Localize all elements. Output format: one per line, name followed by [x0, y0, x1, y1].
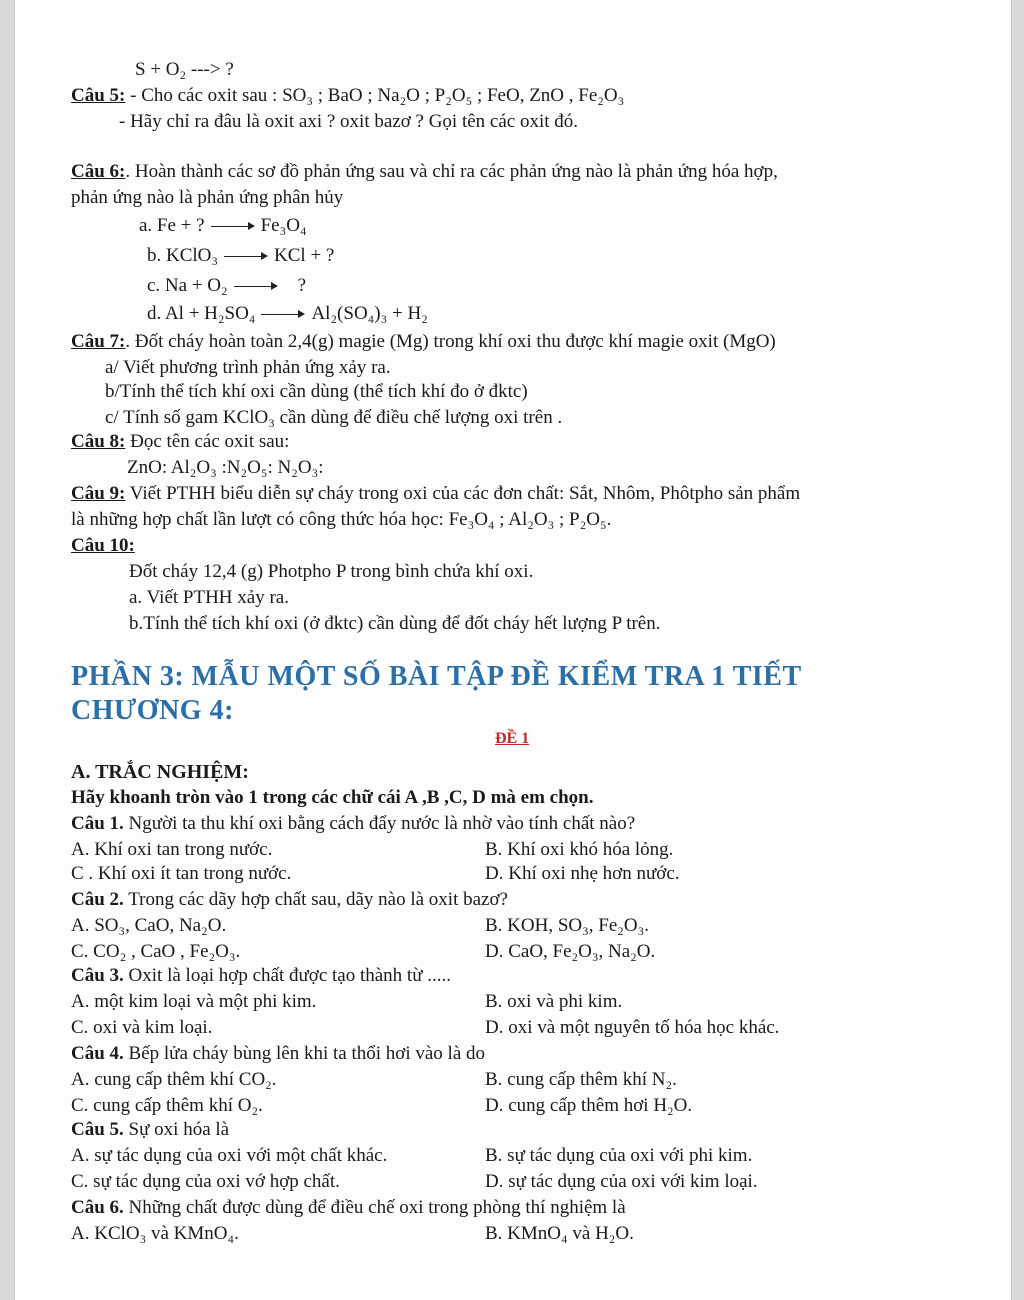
- arrow-icon: [211, 221, 255, 233]
- mc-question-text: Bếp lửa cháy bùng lên khi ta thổi hơi vào là do: [123, 1043, 486, 1064]
- question-8: [71, 430, 289, 454]
- reaction-b: [147, 244, 334, 268]
- question-10-line1: Đốt cháy 12,4 (g) Photpho P trong bình chứa khí oxi.: [129, 561, 534, 582]
- mc-question-2: [71, 888, 508, 912]
- question-6-label: Câu 6:: [71, 161, 126, 182]
- arrow-icon: [261, 309, 305, 321]
- arrow-icon: [234, 281, 278, 293]
- mc-question-number: Câu 3.: [71, 965, 124, 986]
- mc-question-number: Câu 2.: [71, 889, 124, 910]
- mc-1-option-a: A. Khí oxi tan trong nước.: [71, 839, 273, 860]
- question-6-text: . Hoàn thành các sơ đồ phản ứng sau và chỉ ra các phản ứng nào là phản ứng hóa hợp,: [125, 161, 778, 182]
- question-8-line2: ZnO: Al₂O₃ :N₂O₅: N₂O₃:: [127, 457, 324, 478]
- reaction-b-right: KCl + ?: [274, 245, 335, 266]
- mc-question-number: Câu 6.: [71, 1197, 124, 1218]
- mc-question-4: [71, 1042, 485, 1066]
- question-7-c: c/ Tính số gam KClO₃ cần dùng để điều chế lượng oxi trên .: [105, 407, 563, 428]
- reaction-c-left: c. Na + O₂: [147, 275, 228, 296]
- reaction-c-right: ?: [297, 275, 307, 296]
- mc-question-text: Sự oxi hóa là: [123, 1119, 230, 1140]
- mc-question-number: Câu 4.: [71, 1043, 124, 1064]
- reaction-d-right: Al₂(SO₄)₃ + H₂: [311, 303, 428, 324]
- question-8-label: Câu 8:: [71, 431, 126, 452]
- mc-4-option-c: C. cung cấp thêm khí O₂.: [71, 1095, 263, 1116]
- reaction-a-right: Fe₃O₄: [260, 215, 307, 236]
- mc-2-option-a: A. SO₃, CaO, Na₂O.: [71, 915, 227, 936]
- question-10-b: b.Tính thể tích khí oxi (ở đktc) cần dùng để đốt cháy hết lượng P trên.: [129, 613, 661, 634]
- mc-5-option-c: C. sự tác dụng của oxi vớ hợp chất.: [71, 1171, 340, 1192]
- mc-6-option-b: B. KMnO₄ và H₂O.: [485, 1223, 634, 1244]
- question-5-text: - Cho các oxit sau : SO₃ ; BaO ; Na₂O ; P₂O₅ ; FeO, ZnO , Fe₂O₃: [125, 85, 625, 106]
- mc-3-option-d: D. oxi và một nguyên tố hóa học khác.: [485, 1017, 780, 1038]
- mc-question-text: Những chất được dùng để điều chế oxi trong phòng thí nghiệm là: [123, 1197, 626, 1218]
- question-7-text: . Đốt cháy hoàn toàn 2,4(g) magie (Mg) trong khí oxi thu được khí magie oxit (MgO): [125, 331, 776, 352]
- question-7-label: Câu 7:: [71, 331, 126, 352]
- mc-4-option-a: A. cung cấp thêm khí CO₂.: [71, 1069, 277, 1090]
- question-10-a: a. Viết PTHH xảy ra.: [129, 587, 289, 608]
- reaction-a: [139, 214, 307, 238]
- top-equation: S + O₂ ---> ?: [135, 59, 234, 80]
- mc-1-option-d: D. Khí oxi nhẹ hơn nước.: [485, 863, 680, 884]
- question-9-text: Viết PTHH biểu diễn sự cháy trong oxi của các đơn chất: Sắt, Nhôm, Phôtpho sản phẩm: [125, 483, 801, 504]
- question-7-a: a/ Viết phương trình phản ứng xảy ra.: [105, 357, 391, 378]
- mc-1-option-b: B. Khí oxi khó hóa lỏng.: [485, 839, 674, 860]
- mc-4-option-b: B. cung cấp thêm khí N₂.: [485, 1069, 677, 1090]
- mc-question-number: Câu 1.: [71, 813, 124, 834]
- mc-4-option-d: D. cung cấp thêm hơi H₂O.: [485, 1095, 693, 1116]
- mc-5-option-b: B. sự tác dụng của oxi với phi kim.: [485, 1145, 753, 1166]
- question-9: [71, 482, 800, 506]
- part-3-heading-line2: CHƯƠNG 4:: [71, 695, 234, 726]
- question-5: [71, 84, 624, 108]
- question-6-line2: phản ứng nào là phản ứng phân hủy: [71, 187, 344, 208]
- mc-question-6: [71, 1196, 626, 1220]
- mc-2-option-d: D. CaO, Fe₂O₃, Na₂O.: [485, 941, 656, 962]
- part-3-heading: PHẦN 3: MẪU MỘT SỐ BÀI TẬP ĐỀ KIỂM TRA 1 TIẾT: [71, 661, 802, 692]
- section-a-instruction: Hãy khoanh tròn vào 1 trong các chữ cái A ,B ,C, D mà em chọn.: [71, 787, 594, 808]
- mc-question-text: Oxit là loại hợp chất được tạo thành từ .....: [123, 965, 451, 986]
- mc-6-option-a: A. KClO₃ và KMnO₄.: [71, 1223, 239, 1244]
- mc-2-option-c: C. CO₂ , CaO , Fe₂O₃.: [71, 941, 241, 962]
- question-8-text: Đọc tên các oxit sau:: [125, 431, 290, 452]
- reaction-c: [147, 274, 306, 298]
- mc-question-text: Trong các dãy hợp chất sau, dãy nào là oxit bazơ?: [123, 889, 508, 910]
- reaction-d: [147, 302, 428, 326]
- mc-3-option-a: A. một kim loại và một phi kim.: [71, 991, 317, 1012]
- question-5-line2: - Hãy chỉ ra đâu là oxit axi ? oxit bazơ ? Gọi tên các oxit đó.: [119, 111, 579, 132]
- mc-question-number: Câu 5.: [71, 1119, 124, 1140]
- exam-number: ĐỀ 1: [495, 730, 530, 747]
- mc-1-option-c: C . Khí oxi ít tan trong nước.: [71, 863, 292, 884]
- question-6: [71, 160, 778, 184]
- reaction-d-left: d. Al + H₂SO₄: [147, 303, 256, 324]
- question-7: [71, 330, 776, 354]
- arrow-icon: [224, 251, 268, 263]
- reaction-a-left: a. Fe + ?: [139, 215, 205, 236]
- question-7-b: b/Tính thể tích khí oxi cần dùng (thể tích khí đo ở đktc): [105, 381, 528, 402]
- mc-5-option-a: A. sự tác dụng của oxi với một chất khác.: [71, 1145, 388, 1166]
- question-10: [71, 534, 135, 558]
- question-9-line2: là những hợp chất lần lượt có công thức hóa học: Fe₃O₄ ; Al₂O₃ ; P₂O₅.: [71, 509, 612, 530]
- document-page: [14, 0, 1012, 1300]
- mc-question-3: [71, 964, 451, 988]
- mc-question-text: Người ta thu khí oxi bằng cách đẩy nước là nhờ vào tính chất nào?: [123, 813, 636, 834]
- mc-3-option-c: C. oxi và kim loại.: [71, 1017, 213, 1038]
- mc-question-1: [71, 812, 635, 836]
- mc-5-option-d: D. sự tác dụng của oxi với kim loại.: [485, 1171, 758, 1192]
- question-5-label: Câu 5:: [71, 85, 126, 106]
- mc-question-5: [71, 1118, 229, 1142]
- question-9-label: Câu 9:: [71, 483, 126, 504]
- reaction-b-left: b. KClO₃: [147, 245, 219, 266]
- mc-3-option-b: B. oxi và phi kim.: [485, 991, 623, 1012]
- section-a-title: A. TRẮC NGHIỆM:: [71, 761, 249, 783]
- mc-2-option-b: B. KOH, SO₃, Fe₂O₃.: [485, 915, 649, 936]
- question-10-label: Câu 10:: [71, 535, 135, 556]
